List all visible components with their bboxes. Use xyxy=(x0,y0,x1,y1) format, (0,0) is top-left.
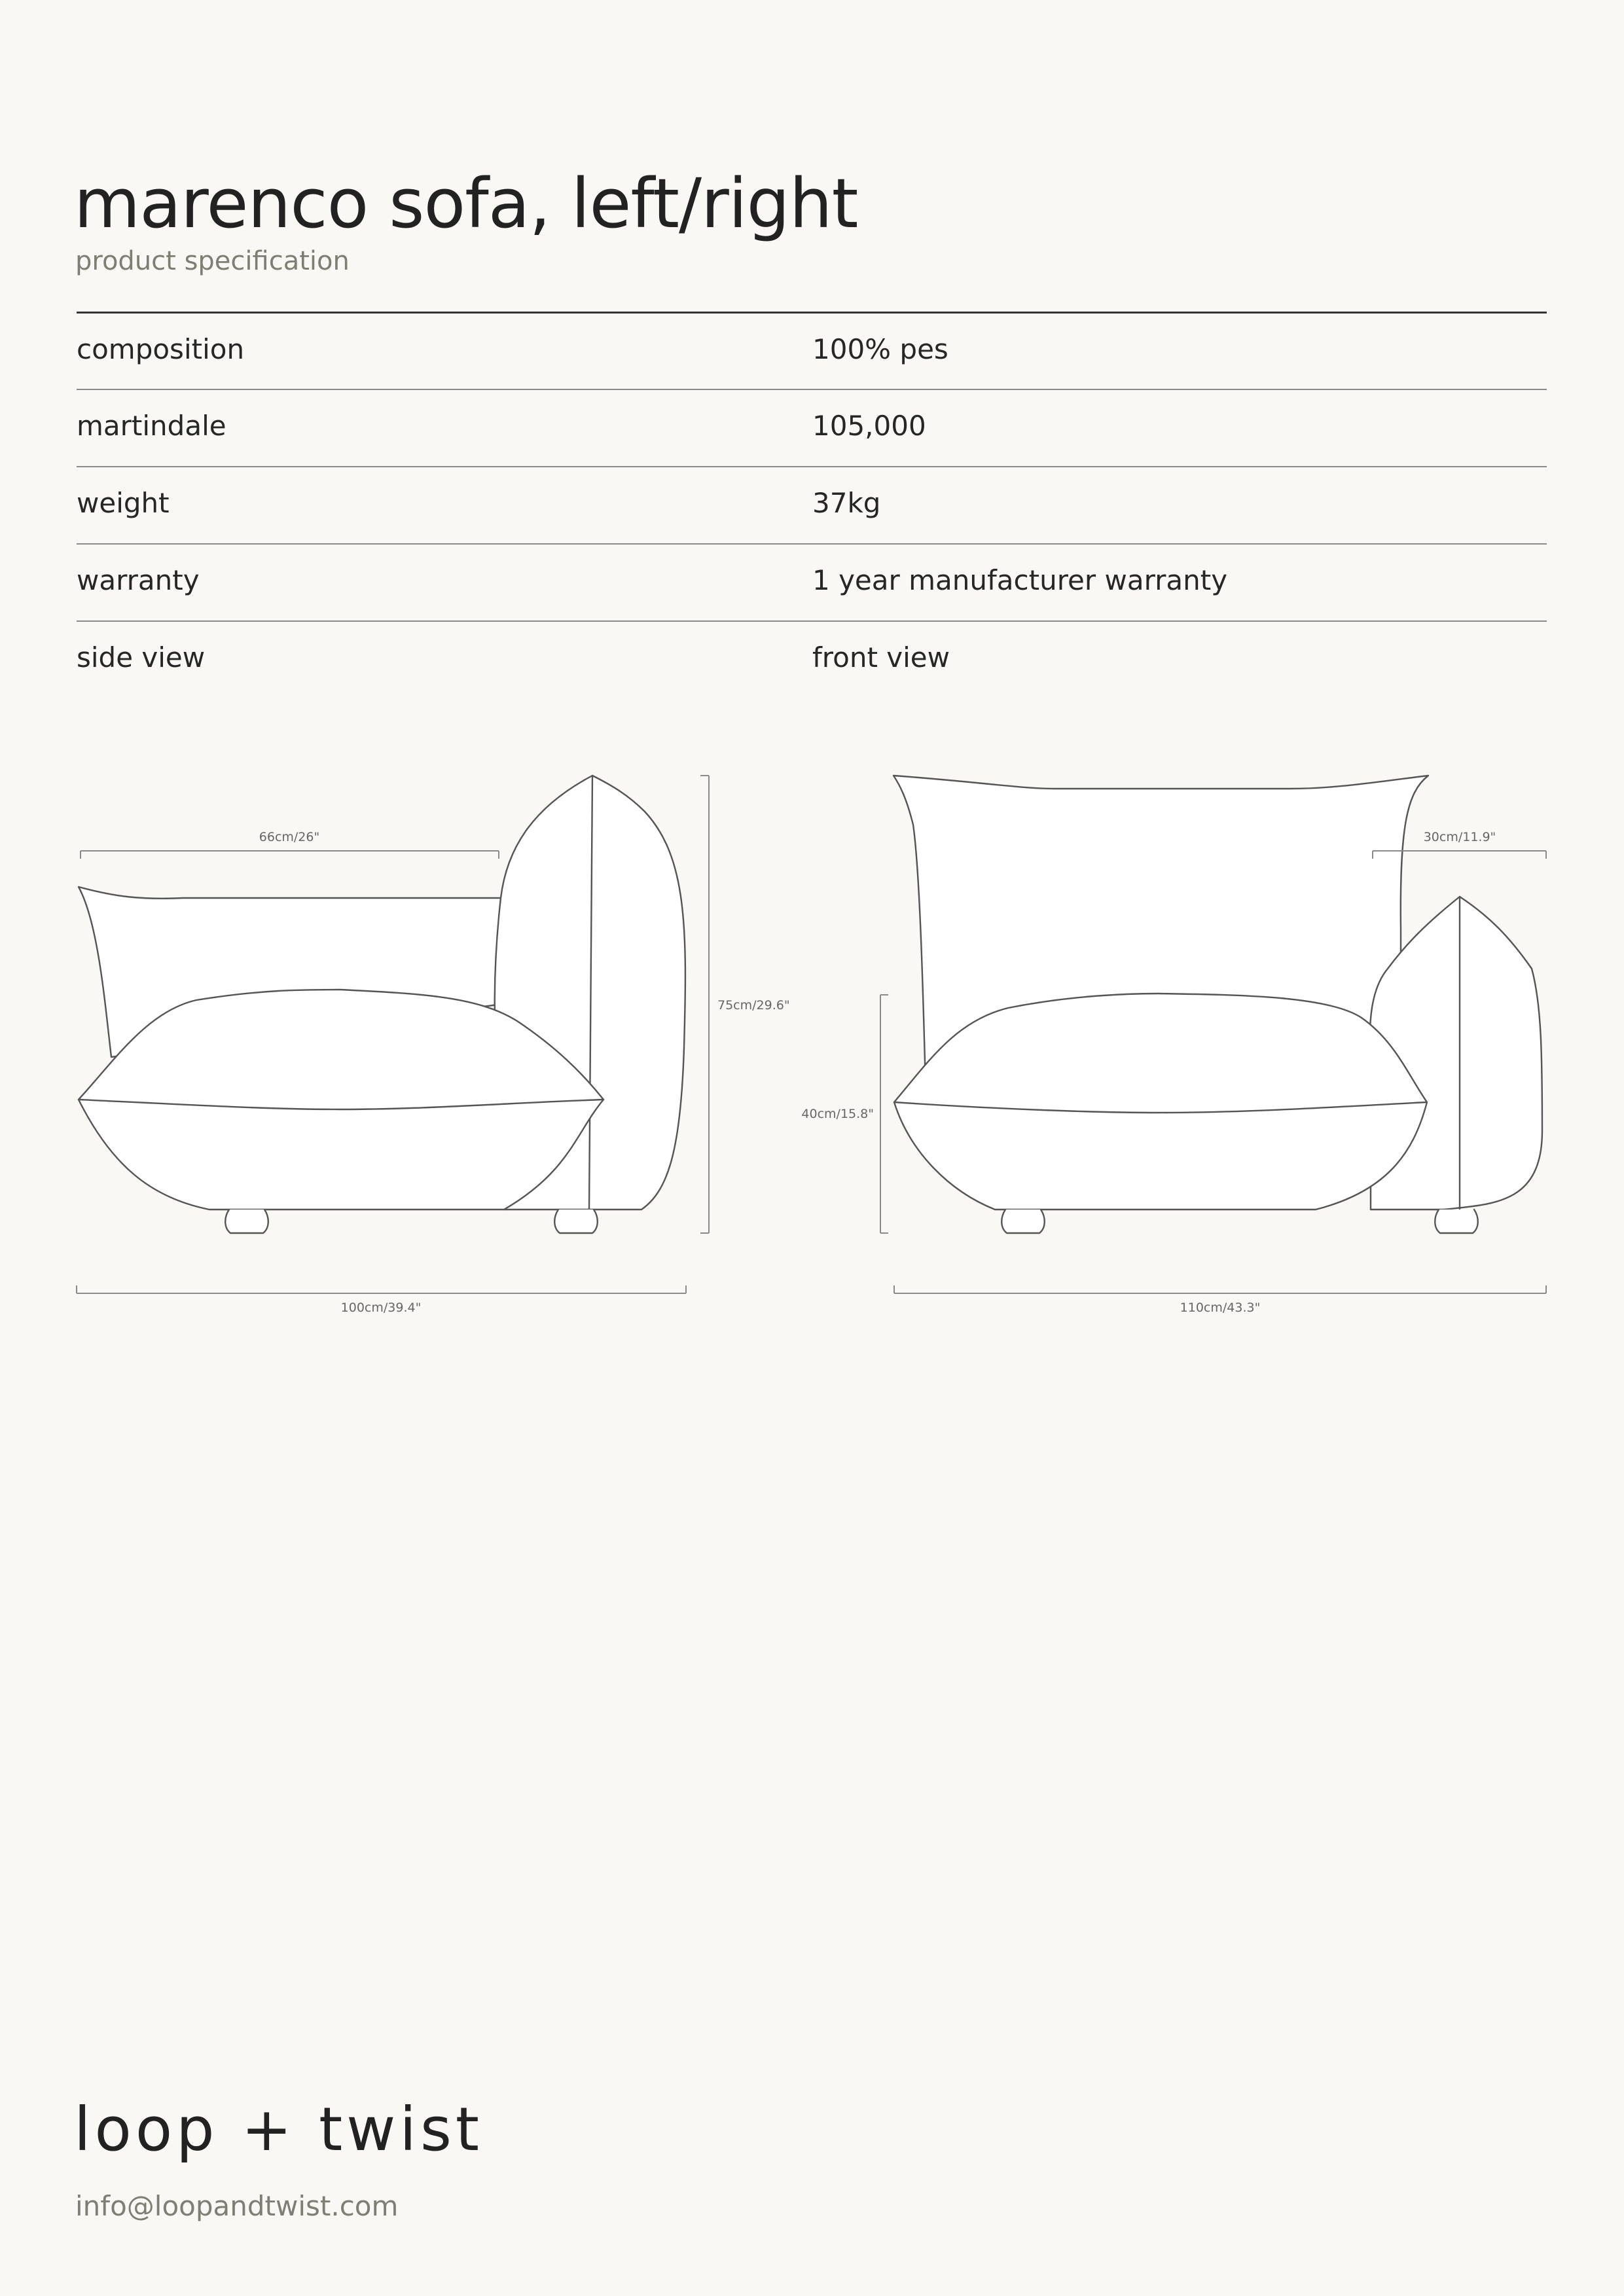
dim-seat-height: 40cm/15.8" xyxy=(801,1107,874,1121)
page-subtitle: product specification xyxy=(75,246,350,276)
spec-label: warranty xyxy=(77,564,200,596)
brand-logo-text: loop + twist xyxy=(74,2094,483,2164)
front-leg-left xyxy=(1001,1210,1045,1233)
spec-label: weight xyxy=(77,487,170,519)
dim-line-height xyxy=(700,776,709,1233)
dim-height: 75cm/29.6" xyxy=(717,998,790,1013)
spec-label: composition xyxy=(77,333,245,365)
dim-line-seat-depth xyxy=(81,851,499,859)
dim-line-total-width xyxy=(894,1285,1546,1293)
spec-value: 100% pes xyxy=(812,333,948,365)
front-leg-right xyxy=(1435,1210,1478,1233)
front-view-label: front view xyxy=(812,641,950,673)
spec-value: 105,000 xyxy=(812,410,926,442)
dim-line-seat-height xyxy=(880,995,888,1233)
side-leg-back xyxy=(554,1210,598,1233)
dim-line-total-depth xyxy=(77,1285,686,1293)
spec-value: 1 year manufacturer warranty xyxy=(812,564,1228,596)
front-seat-cushion xyxy=(894,994,1427,1210)
side-view-drawing xyxy=(79,776,685,1233)
dim-total-width: 110cm/43.3" xyxy=(1180,1300,1261,1315)
spec-value: 37kg xyxy=(812,487,881,519)
side-leg-front xyxy=(225,1210,268,1233)
side-view-label: side view xyxy=(77,641,206,673)
dim-seat-depth: 66cm/26" xyxy=(259,830,320,844)
dim-arm-width: 30cm/11.9" xyxy=(1423,830,1496,844)
page-title: marenco sofa, left/right xyxy=(74,164,858,243)
contact-email: info@loopandtwist.com xyxy=(75,2190,399,2222)
dim-total-depth: 100cm/39.4" xyxy=(340,1300,422,1315)
spec-label: martindale xyxy=(77,410,226,442)
